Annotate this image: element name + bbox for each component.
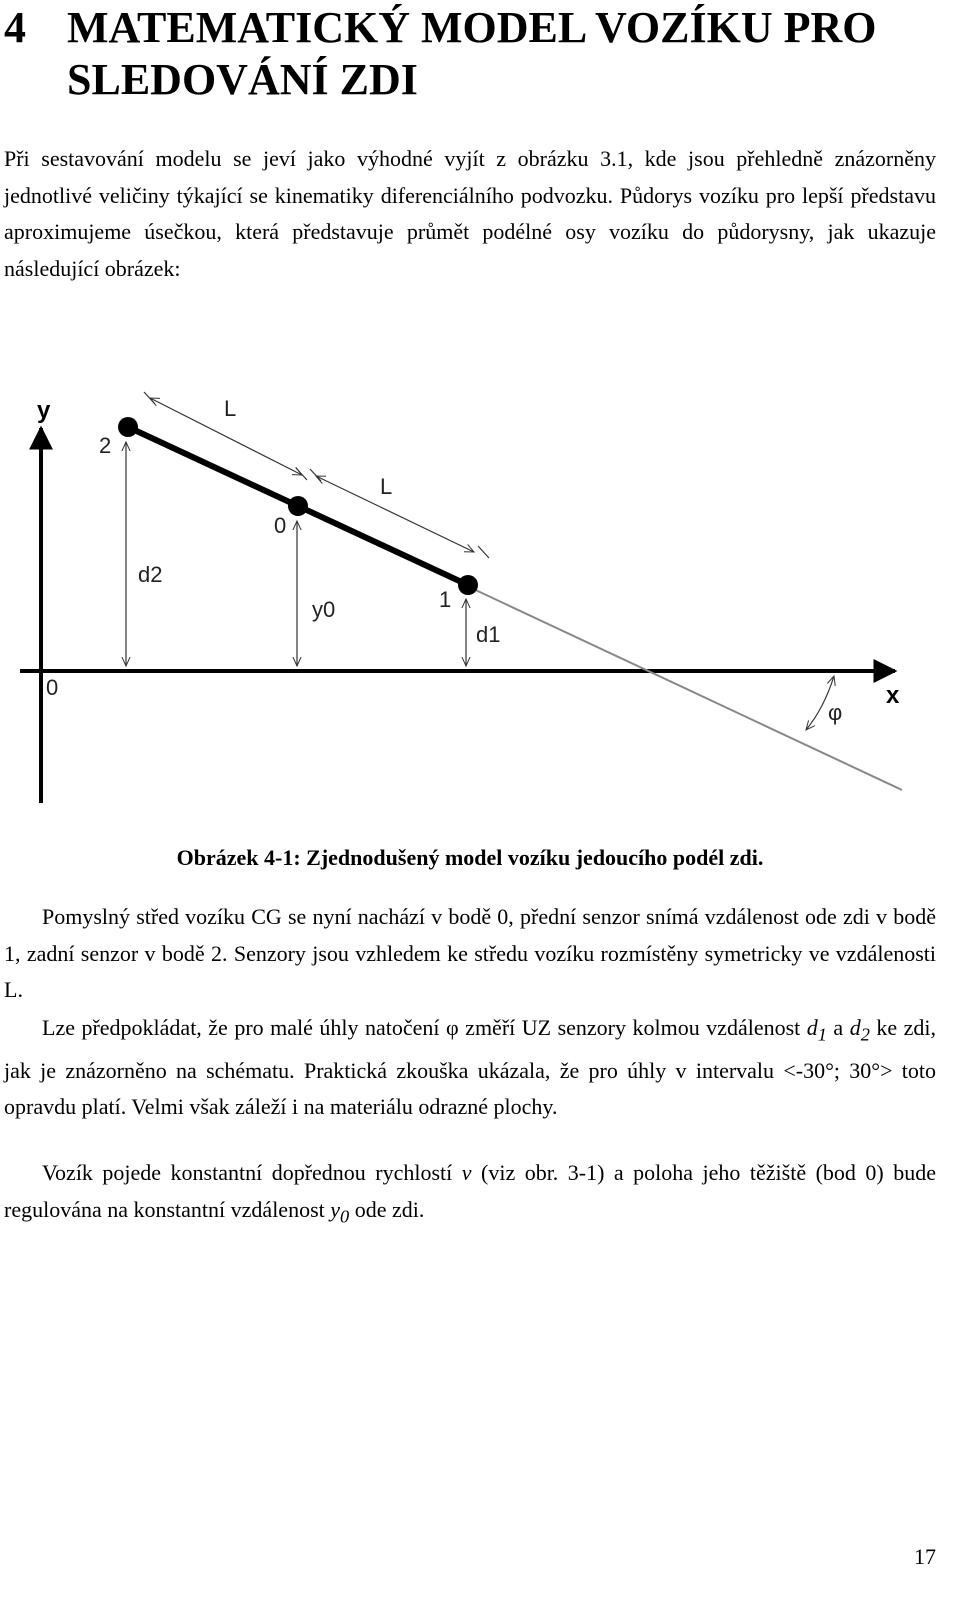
- cart-model-figure: [0, 380, 940, 820]
- y0-label: y0: [312, 597, 336, 622]
- point-0-label: 0: [274, 513, 287, 538]
- paragraph-assumption: Lze předpokládat, že pro malé úhly natočení φ změří UZ senzory kolmou vzdálenost $d_1$ a $d_2$ ke zdi, jak je znázorněno na schématu. Praktická zkouška ukázala, že pro úhly v intervalu <-30°; 30°> toto opravdu platí. Velmi však záleží i na materiálu odrazné plochy.: [4, 1015, 936, 1120]
- chapter-title: MATEMATICKÝ MODEL VOZÍKU PRO SLEDOVÁNÍ ZDI: [67, 3, 877, 104]
- length-label-top: L: [224, 396, 237, 421]
- point-1-marker: [458, 575, 478, 595]
- length-label-bottom: L: [380, 474, 393, 499]
- paragraph-sensors: Pomyslný střed vozíku CG se nyní nachází v bodě 0, přední senzor snímá vzdálenost ode zdi v bodě 1, zadní senzor v bodě 2. Senzory jsou vzhledem ke středu vozíku rozmístěny symetricky ve vzdálenosti L.: [4, 904, 936, 1002]
- origin-label: 0: [46, 675, 59, 700]
- angle-label: φ: [828, 700, 843, 725]
- length-tick-top-b: [296, 468, 307, 480]
- point-0-marker: [288, 496, 308, 516]
- point-2-label: 2: [99, 433, 112, 458]
- d2-label: d2: [138, 562, 163, 587]
- d1-label: d1: [476, 622, 501, 647]
- length-tick-bottom-b: [478, 546, 489, 558]
- point-2-marker: [118, 417, 138, 437]
- length-arrow-bottom: [316, 476, 474, 552]
- page-number: 17: [914, 1544, 936, 1569]
- length-tick-top-a: [144, 392, 155, 404]
- y-axis-label: y: [37, 397, 51, 424]
- x-axis-label: x: [886, 682, 900, 709]
- figure-caption: Obrázek 4-1: Zjednodušený model vozíku jedoucího podél zdi.: [176, 845, 764, 870]
- length-tick-bottom-a: [310, 469, 321, 481]
- chapter-number: 4: [4, 3, 26, 52]
- intro-paragraph: Při sestavování modelu se jeví jako výhodné vyjít z obrázku 3.1, kde jsou přehledně znázorněny jednotlivé veličiny týkající se kinematiky diferenciálního podvozku. Půdorys vozíku pro lepší představu aproximujeme úsečkou, která představuje průmět podélné osy vozíku do půdorysny, jak ukazuje následující obrázek:: [4, 146, 936, 281]
- paragraph-velocity: Vozík pojede konstantní dopřednou rychlostí v (viz obr. 3-1) a poloha jeho těžiště (bod 0) bude regulována na konstantní vzdálenost $y_0$ ode zdi.: [4, 1160, 936, 1226]
- point-1-label: 1: [439, 587, 452, 612]
